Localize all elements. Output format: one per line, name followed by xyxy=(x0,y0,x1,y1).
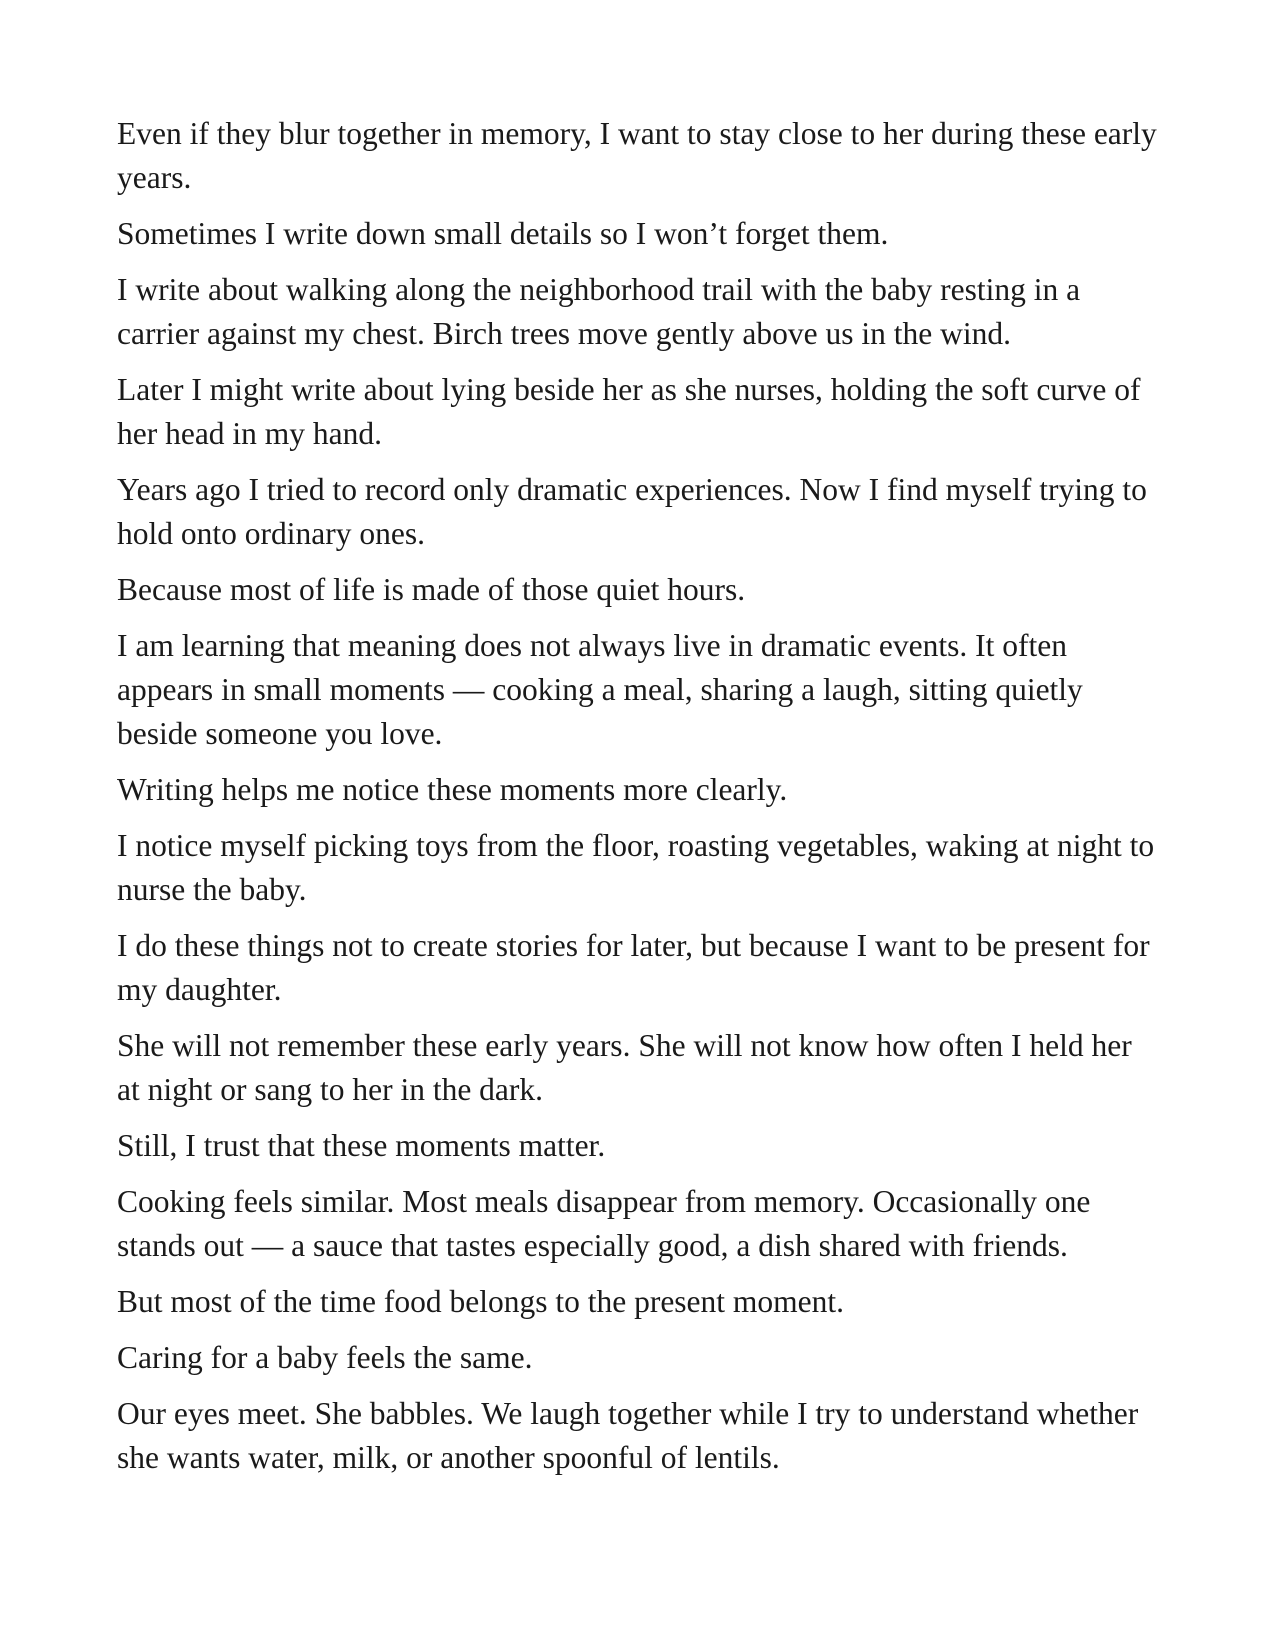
paragraph-11: She will not remember these early years. She will not know how often I held her at night or sang to her in the dark. xyxy=(117,1028,1132,1107)
paragraph-12: Still, I trust that these moments matter. xyxy=(117,1128,606,1163)
paragraph-16: Our eyes meet. She babbles. We laugh together while I try to understand whether she wants water, milk, or another spoonful of lentils. xyxy=(117,1396,1139,1475)
paragraph-10: I do these things not to create stories for later, but because I want to be present for my daughter. xyxy=(117,928,1150,1007)
paragraph-13: Cooking feels similar. Most meals disappear from memory. Occasionally one stands out — a sauce that tastes especially good, a dish shared with friends. xyxy=(117,1184,1091,1263)
paragraph-14: But most of the time food belongs to the present moment. xyxy=(117,1284,845,1319)
paragraph-1: Even if they blur together in memory, I want to stay close to her during these early years. xyxy=(117,116,1157,195)
paragraph-7: I am learning that meaning does not always live in dramatic events. It often appears in small moments — cooking a meal, sharing a laugh, sitting quietly beside someone you love. xyxy=(117,628,1083,751)
paragraph-5: Years ago I tried to record only dramatic experiences. Now I find myself trying to hold onto ordinary ones. xyxy=(117,472,1147,551)
document-page xyxy=(117,112,1157,1492)
paragraph-9: I notice myself picking toys from the floor, roasting vegetables, waking at night to nurse the baby. xyxy=(117,828,1155,907)
paragraph-3: I write about walking along the neighborhood trail with the baby resting in a carrier against my chest. Birch trees move gently above us in the wind. xyxy=(117,272,1081,351)
paragraph-15: Caring for a baby feels the same. xyxy=(117,1340,533,1375)
paragraph-4: Later I might write about lying beside her as she nurses, holding the soft curve of her head in my hand. xyxy=(117,372,1141,451)
paragraph-8: Writing helps me notice these moments more clearly. xyxy=(117,772,788,807)
paragraph-2: Sometimes I write down small details so I won’t forget them. xyxy=(117,216,889,251)
paragraph-6: Because most of life is made of those quiet hours. xyxy=(117,572,746,607)
